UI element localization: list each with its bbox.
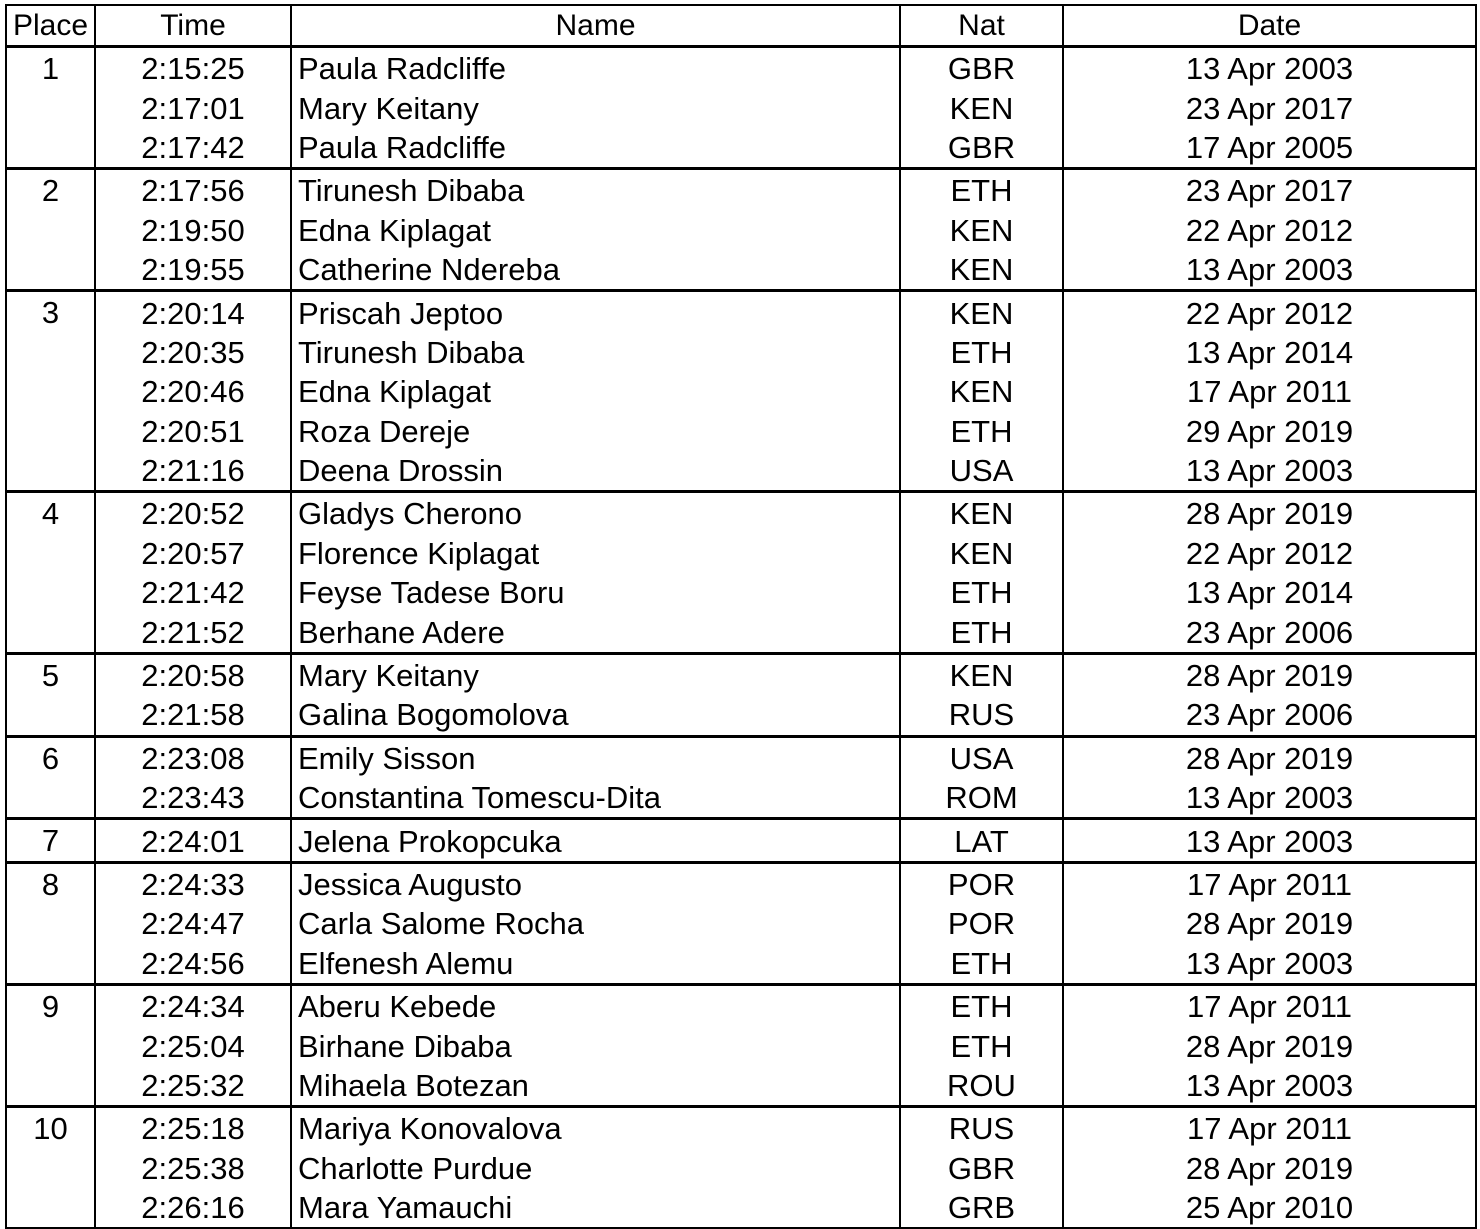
place-group	[6, 984, 1476, 1106]
results-table	[5, 4, 1477, 1229]
table-row	[6, 250, 1476, 291]
place-group	[6, 169, 1476, 291]
header-nat: Nat	[900, 5, 1063, 47]
table-row	[6, 1188, 1476, 1228]
name-cell: Charlotte Purdue	[291, 1149, 900, 1188]
table-row	[6, 612, 1476, 653]
date-cell: 17 Apr 2011	[1063, 984, 1476, 1026]
table-row	[6, 695, 1476, 736]
time-cell: 2:20:46	[95, 372, 291, 411]
date-cell: 22 Apr 2012	[1063, 211, 1476, 250]
nat-cell: GBR	[900, 47, 1063, 89]
header-date: Date	[1063, 5, 1476, 47]
nat-cell: POR	[900, 862, 1063, 904]
name-cell: Deena Drossin	[291, 451, 900, 492]
nat-cell: KEN	[900, 653, 1063, 695]
header-row	[6, 5, 1476, 47]
header-place: Place	[6, 5, 95, 47]
time-cell: 2:25:32	[95, 1066, 291, 1107]
nat-cell: USA	[900, 736, 1063, 778]
time-cell: 2:21:42	[95, 573, 291, 612]
nat-cell: GBR	[900, 1149, 1063, 1188]
time-cell: 2:23:43	[95, 778, 291, 819]
nat-cell: ETH	[900, 944, 1063, 985]
date-cell: 13 Apr 2003	[1063, 1066, 1476, 1107]
place-cell: 10	[6, 1107, 95, 1229]
header-name: Name	[291, 5, 900, 47]
time-cell: 2:24:33	[95, 862, 291, 904]
table-row	[6, 88, 1476, 127]
name-cell: Jelena Prokopcuka	[291, 819, 900, 862]
name-cell: Edna Kiplagat	[291, 211, 900, 250]
name-cell: Jessica Augusto	[291, 862, 900, 904]
place-group	[6, 291, 1476, 492]
table-row	[6, 944, 1476, 985]
time-cell: 2:24:47	[95, 904, 291, 943]
time-cell: 2:20:52	[95, 492, 291, 534]
date-cell: 13 Apr 2003	[1063, 778, 1476, 819]
nat-cell: ETH	[900, 984, 1063, 1026]
time-cell: 2:24:01	[95, 819, 291, 862]
nat-cell: ETH	[900, 612, 1063, 653]
name-cell: Florence Kiplagat	[291, 534, 900, 573]
time-cell: 2:25:38	[95, 1149, 291, 1188]
name-cell: Mary Keitany	[291, 88, 900, 127]
name-cell: Mariya Konovalova	[291, 1107, 900, 1149]
time-cell: 2:26:16	[95, 1188, 291, 1228]
date-cell: 22 Apr 2012	[1063, 534, 1476, 573]
table-row	[6, 653, 1476, 695]
date-cell: 25 Apr 2010	[1063, 1188, 1476, 1228]
nat-cell: KEN	[900, 492, 1063, 534]
name-cell: Aberu Kebede	[291, 984, 900, 1026]
place-cell: 7	[6, 819, 95, 862]
table-row	[6, 412, 1476, 451]
nat-cell: USA	[900, 451, 1063, 492]
time-cell: 2:17:42	[95, 128, 291, 169]
place-group	[6, 862, 1476, 984]
table-row	[6, 736, 1476, 778]
name-cell: Birhane Dibaba	[291, 1026, 900, 1065]
place-cell: 5	[6, 653, 95, 736]
place-cell: 2	[6, 169, 95, 291]
table-row	[6, 778, 1476, 819]
table-row	[6, 333, 1476, 372]
date-cell: 17 Apr 2011	[1063, 1107, 1476, 1149]
table-row	[6, 211, 1476, 250]
date-cell: 13 Apr 2003	[1063, 47, 1476, 89]
time-cell: 2:20:58	[95, 653, 291, 695]
date-cell: 13 Apr 2003	[1063, 819, 1476, 862]
time-cell: 2:19:50	[95, 211, 291, 250]
table-row	[6, 1149, 1476, 1188]
table-row	[6, 169, 1476, 211]
place-group	[6, 736, 1476, 819]
table-row	[6, 862, 1476, 904]
time-cell: 2:17:01	[95, 88, 291, 127]
date-cell: 28 Apr 2019	[1063, 653, 1476, 695]
name-cell: Galina Bogomolova	[291, 695, 900, 736]
time-cell: 2:19:55	[95, 250, 291, 291]
time-cell: 2:21:52	[95, 612, 291, 653]
date-cell: 13 Apr 2003	[1063, 451, 1476, 492]
date-cell: 28 Apr 2019	[1063, 1149, 1476, 1188]
time-cell: 2:21:16	[95, 451, 291, 492]
nat-cell: GRB	[900, 1188, 1063, 1228]
date-cell: 17 Apr 2011	[1063, 862, 1476, 904]
date-cell: 23 Apr 2006	[1063, 612, 1476, 653]
date-cell: 28 Apr 2019	[1063, 736, 1476, 778]
name-cell: Paula Radcliffe	[291, 47, 900, 89]
name-cell: Priscah Jeptoo	[291, 291, 900, 333]
name-cell: Feyse Tadese Boru	[291, 573, 900, 612]
name-cell: Gladys Cherono	[291, 492, 900, 534]
table-row	[6, 1026, 1476, 1065]
nat-cell: ETH	[900, 573, 1063, 612]
nat-cell: KEN	[900, 250, 1063, 291]
time-cell: 2:24:34	[95, 984, 291, 1026]
nat-cell: KEN	[900, 88, 1063, 127]
table-row	[6, 1107, 1476, 1149]
place-group	[6, 47, 1476, 169]
table-row	[6, 372, 1476, 411]
name-cell: Berhane Adere	[291, 612, 900, 653]
name-cell: Edna Kiplagat	[291, 372, 900, 411]
time-cell: 2:25:04	[95, 1026, 291, 1065]
nat-cell: KEN	[900, 291, 1063, 333]
place-group	[6, 653, 1476, 736]
date-cell: 22 Apr 2012	[1063, 291, 1476, 333]
name-cell: Mihaela Botezan	[291, 1066, 900, 1107]
place-cell: 1	[6, 47, 95, 169]
time-cell: 2:23:08	[95, 736, 291, 778]
nat-cell: ETH	[900, 169, 1063, 211]
name-cell: Mara Yamauchi	[291, 1188, 900, 1228]
place-cell: 9	[6, 984, 95, 1106]
time-cell: 2:21:58	[95, 695, 291, 736]
place-group	[6, 819, 1476, 862]
date-cell: 17 Apr 2011	[1063, 372, 1476, 411]
table-row	[6, 904, 1476, 943]
time-cell: 2:20:51	[95, 412, 291, 451]
table-header	[6, 5, 1476, 47]
date-cell: 23 Apr 2017	[1063, 88, 1476, 127]
nat-cell: ROU	[900, 1066, 1063, 1107]
name-cell: Emily Sisson	[291, 736, 900, 778]
name-cell: Tirunesh Dibaba	[291, 169, 900, 211]
table-row	[6, 819, 1476, 862]
nat-cell: KEN	[900, 211, 1063, 250]
nat-cell: ETH	[900, 412, 1063, 451]
date-cell: 13 Apr 2003	[1063, 944, 1476, 985]
date-cell: 13 Apr 2003	[1063, 250, 1476, 291]
nat-cell: POR	[900, 904, 1063, 943]
name-cell: Mary Keitany	[291, 653, 900, 695]
table-row	[6, 451, 1476, 492]
table-row	[6, 1066, 1476, 1107]
place-cell: 8	[6, 862, 95, 984]
name-cell: Carla Salome Rocha	[291, 904, 900, 943]
nat-cell: RUS	[900, 695, 1063, 736]
nat-cell: ROM	[900, 778, 1063, 819]
name-cell: Paula Radcliffe	[291, 128, 900, 169]
table-row	[6, 534, 1476, 573]
time-cell: 2:20:57	[95, 534, 291, 573]
time-cell: 2:15:25	[95, 47, 291, 89]
place-group	[6, 492, 1476, 654]
time-cell: 2:20:14	[95, 291, 291, 333]
nat-cell: KEN	[900, 372, 1063, 411]
nat-cell: GBR	[900, 128, 1063, 169]
date-cell: 28 Apr 2019	[1063, 1026, 1476, 1065]
time-cell: 2:25:18	[95, 1107, 291, 1149]
date-cell: 28 Apr 2019	[1063, 492, 1476, 534]
date-cell: 23 Apr 2017	[1063, 169, 1476, 211]
date-cell: 28 Apr 2019	[1063, 904, 1476, 943]
table-row	[6, 984, 1476, 1026]
table-row	[6, 573, 1476, 612]
place-group	[6, 1107, 1476, 1229]
table-row	[6, 47, 1476, 89]
name-cell: Catherine Ndereba	[291, 250, 900, 291]
nat-cell: LAT	[900, 819, 1063, 862]
date-cell: 17 Apr 2005	[1063, 128, 1476, 169]
place-cell: 4	[6, 492, 95, 654]
name-cell: Tirunesh Dibaba	[291, 333, 900, 372]
nat-cell: ETH	[900, 1026, 1063, 1065]
table-row	[6, 492, 1476, 534]
date-cell: 23 Apr 2006	[1063, 695, 1476, 736]
nat-cell: RUS	[900, 1107, 1063, 1149]
name-cell: Elfenesh Alemu	[291, 944, 900, 985]
table-row	[6, 291, 1476, 333]
header-time: Time	[95, 5, 291, 47]
time-cell: 2:24:56	[95, 944, 291, 985]
name-cell: Constantina Tomescu-Dita	[291, 778, 900, 819]
nat-cell: ETH	[900, 333, 1063, 372]
table-row	[6, 128, 1476, 169]
time-cell: 2:17:56	[95, 169, 291, 211]
time-cell: 2:20:35	[95, 333, 291, 372]
date-cell: 13 Apr 2014	[1063, 573, 1476, 612]
place-cell: 6	[6, 736, 95, 819]
date-cell: 13 Apr 2014	[1063, 333, 1476, 372]
date-cell: 29 Apr 2019	[1063, 412, 1476, 451]
nat-cell: KEN	[900, 534, 1063, 573]
place-cell: 3	[6, 291, 95, 492]
name-cell: Roza Dereje	[291, 412, 900, 451]
